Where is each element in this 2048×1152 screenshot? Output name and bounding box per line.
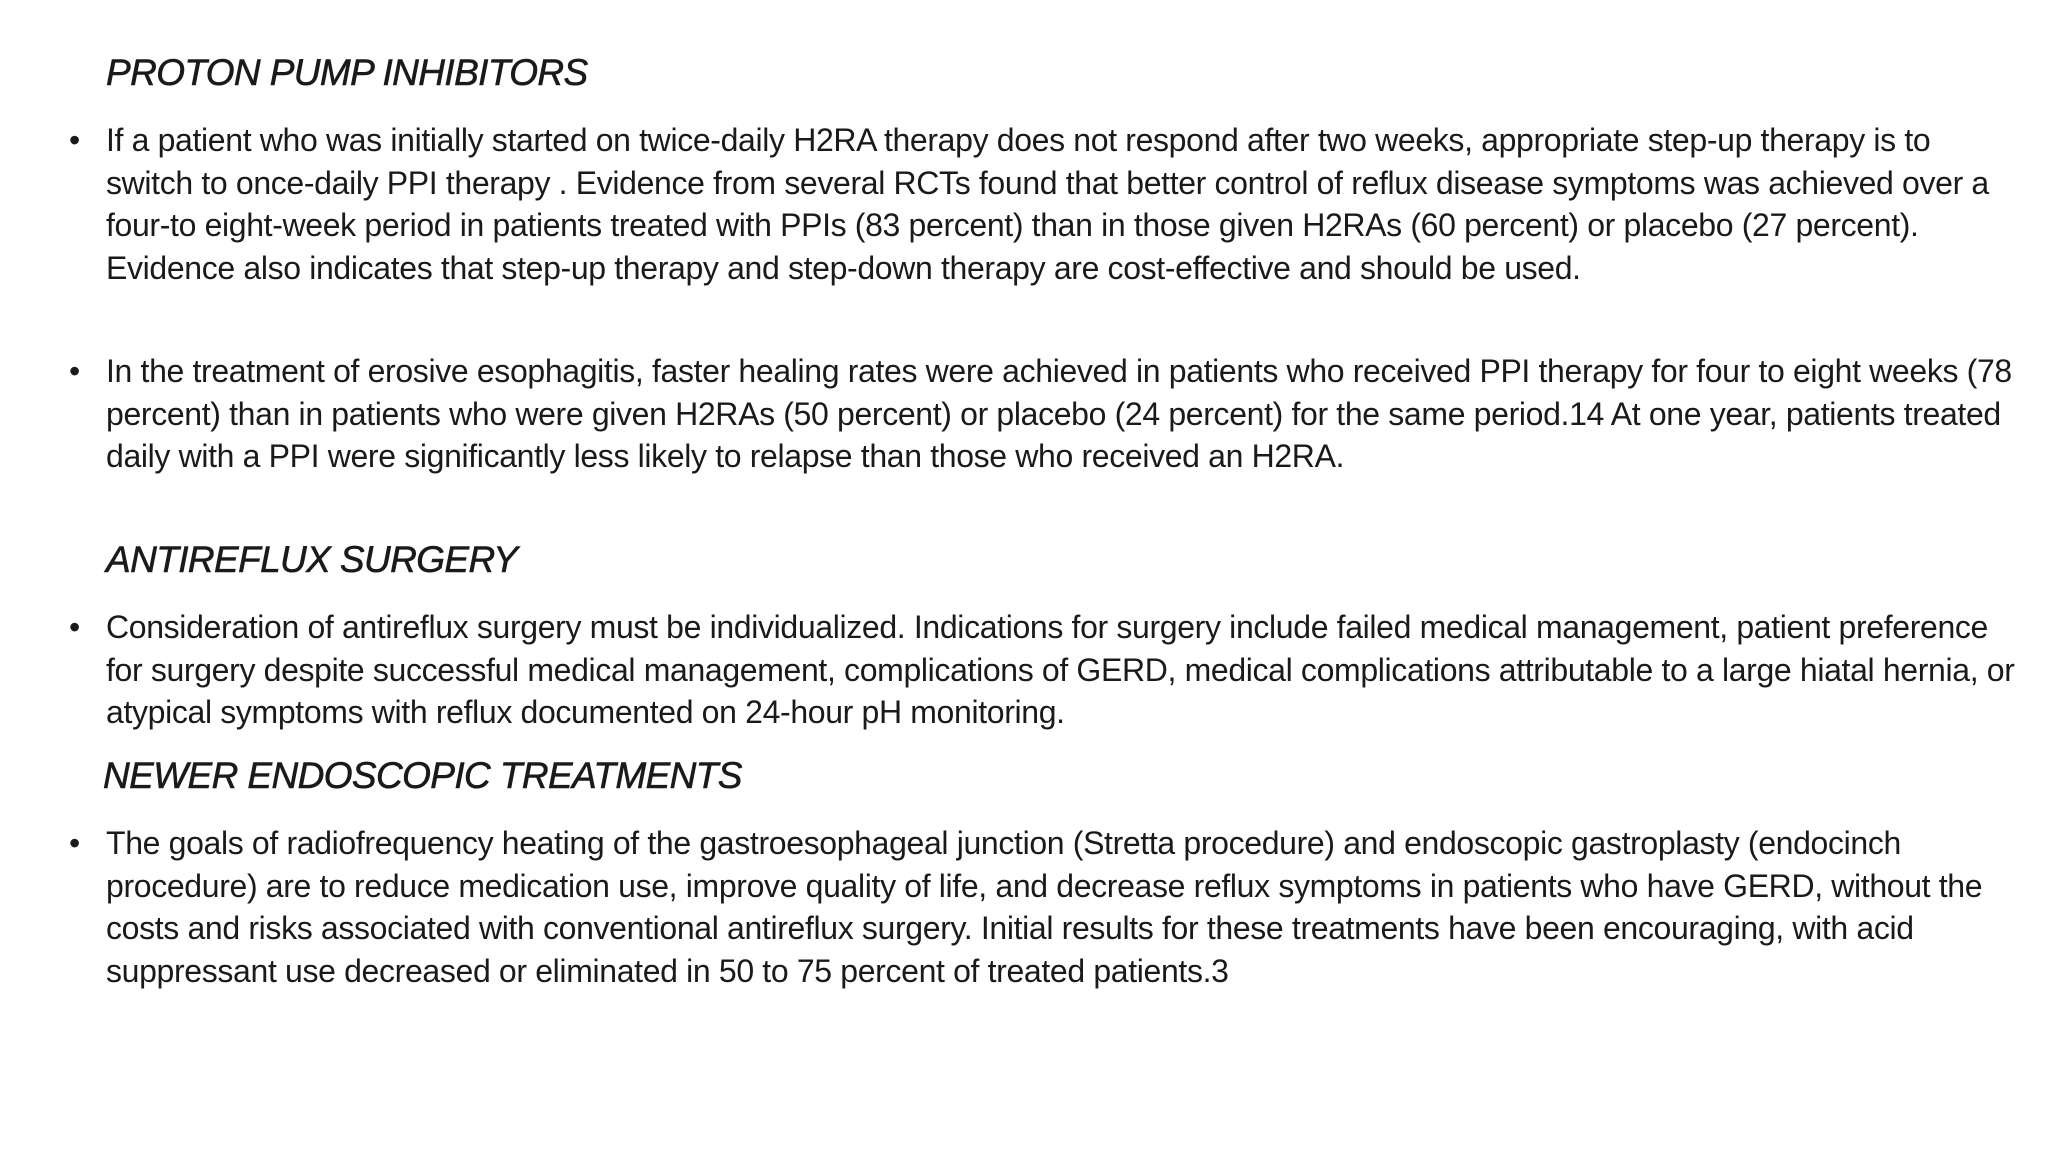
bullet-text: Consideration of antireflux surgery must be individualized. Indications for surgery include failed medical management, patient preference for surgery despite successful medical management, complications of GERD, medical complications attributable to a large hiatal hernia, or atypical symptoms with reflux documented on 24-hour pH monitoring. — [106, 609, 2015, 730]
bullet-text: The goals of radiofrequency heating of the gastroesophageal junction (Stretta procedure) and endoscopic gastroplasty (endocinch procedure) are to reduce medication use, improve quality of life, and decrease reflux symptoms in patients who have GERD, without the costs and risks associated with conventional antireflux surgery. Initial results for these treatments have been encouraging, with acid suppressant use decreased or eliminated in 50 to 75 percent of treated patients.3 — [106, 825, 1983, 989]
bullet-icon: • — [69, 353, 81, 389]
bullet-icon: • — [69, 609, 81, 645]
bullet-text: If a patient who was initially started on twice-daily H2RA therapy does not respond after two weeks, appropriate step-up therapy is to switch to once-daily PPI therapy . Evidence from several RCTs found that better control of reflux disease symptoms was achieved over a four-to eight-week period in patients treated with PPIs (83 percent) than in those given H2RAs (60 percent) or placebo (27 percent). Evidence also indicates that step-up therapy and step-down therapy are cost-effective and should be used. — [106, 122, 1989, 286]
section-heading-antireflux-surgery: ANTIREFLUX SURGERY — [106, 539, 518, 580]
section-heading-newer-endoscopic-treatments: NEWER ENDOSCOPIC TREATMENTS — [103, 755, 742, 796]
bullet-icon: • — [69, 825, 81, 861]
bullet-icon: • — [69, 122, 81, 158]
bullet-text: In the treatment of erosive esophagitis, faster healing rates were achieved in patients who received PPI therapy for four to eight weeks (78 percent) than in patients who were given H2RAs (50 percent) or placebo (24 percent) for the same period.14 At one year, patients treated daily with a PPI were significantly less likely to relapse than those who received an H2RA. — [106, 353, 2012, 474]
section-heading-proton-pump-inhibitors: PROTON PUMP INHIBITORS — [106, 52, 588, 93]
